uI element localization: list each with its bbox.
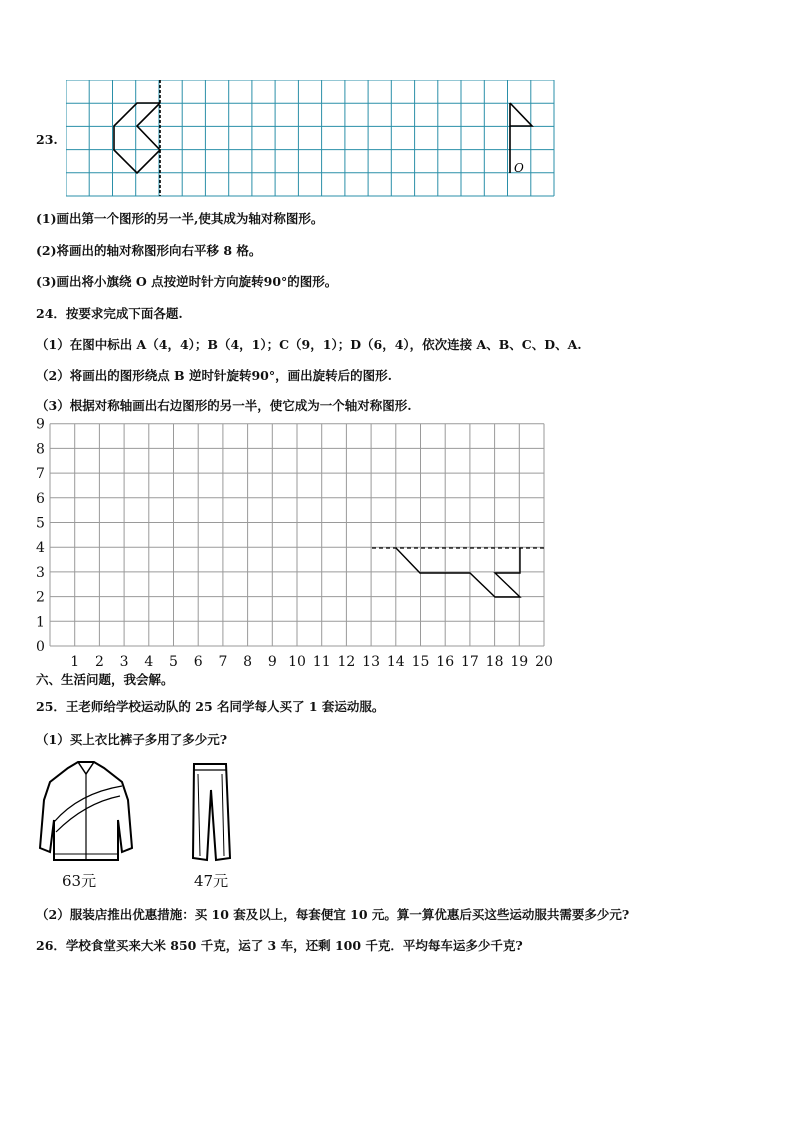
section-6-title: 六、生活问题，我会解。 bbox=[36, 672, 174, 687]
q24-x-tick-label: 13 bbox=[362, 654, 381, 670]
q24-x-tick-label: 14 bbox=[386, 654, 405, 670]
q24-coordinate-grid bbox=[30, 418, 570, 673]
q24-x-tick-label: 2 bbox=[94, 654, 104, 670]
q23-item-2: (2)将画出的轴对称图形向右平移 8 格。 bbox=[36, 243, 262, 258]
q24-x-tick-label: 3 bbox=[119, 654, 129, 670]
half-figure-shape bbox=[114, 103, 160, 173]
q24-x-tick-label: 11 bbox=[312, 654, 331, 670]
q24-x-tick-label: 5 bbox=[169, 654, 178, 670]
q24-x-tick-label: 17 bbox=[460, 654, 479, 670]
q24-y-tick-label: 6 bbox=[36, 490, 45, 507]
q24-x-tick-label: 10 bbox=[288, 654, 306, 670]
q24-y-tick-label: 8 bbox=[36, 441, 45, 458]
q24-y-tick-label: 0 bbox=[36, 639, 45, 655]
q24-y-tick-label: 3 bbox=[36, 564, 45, 581]
q24-y-tick-label: 9 bbox=[36, 418, 45, 433]
jacket-price: 63元 bbox=[62, 872, 97, 890]
pants-price: 47元 bbox=[194, 872, 229, 890]
q23-grid-figure bbox=[66, 80, 556, 198]
q24-y-tick-label: 5 bbox=[36, 515, 45, 532]
q23-item-3: (3)画出将小旗绕 O 点按逆时针方向旋转90°的图形。 bbox=[36, 274, 338, 289]
q24-half-figure bbox=[396, 548, 520, 597]
q24-y-tick-label: 7 bbox=[36, 466, 45, 483]
q24-x-tick-label: 18 bbox=[485, 654, 504, 670]
question-24-title: 24．按要求完成下面各题. bbox=[36, 306, 183, 321]
question-26: 26．学校食堂买来大米 850 千克，运了 3 车，还剩 100 千克．平均每车运多少千克? bbox=[36, 938, 523, 953]
q24-x-tick-label: 20 bbox=[535, 654, 553, 670]
q24-x-tick-label: 8 bbox=[243, 654, 253, 670]
q25-part-2: （2）服装店推出优惠措施：买 10 套及以上，每套便宜 10 元。算一算优惠后买这些运动服共需要多少元? bbox=[36, 907, 630, 922]
q25-part-1: （1）买上衣比裤子多用了多少元? bbox=[36, 732, 228, 747]
point-o-label: O bbox=[514, 161, 524, 175]
q24-x-tick-label: 7 bbox=[218, 654, 228, 670]
q24-x-tick-label: 19 bbox=[510, 654, 529, 670]
q24-item-2: （2）将画出的图形绕点 B 逆时针旋转90°，画出旋转后的图形. bbox=[36, 368, 392, 383]
q24-y-tick-label: 2 bbox=[36, 589, 45, 606]
q24-item-3: （3）根据对称轴画出右边图形的另一半，使它成为一个轴对称图形. bbox=[36, 398, 412, 413]
jacket-illustration bbox=[38, 760, 134, 864]
q24-x-tick-label: 9 bbox=[267, 654, 277, 670]
question-25-title: 25．王老师给学校运动队的 25 名同学每人买了 1 套运动服。 bbox=[36, 699, 385, 714]
q24-x-tick-label: 4 bbox=[144, 654, 154, 670]
q24-x-tick-label: 6 bbox=[193, 654, 203, 670]
q24-y-tick-label: 1 bbox=[36, 614, 45, 631]
pants-illustration bbox=[186, 760, 236, 864]
q23-item-1: (1)画出第一个图形的另一半,使其成为轴对称图形。 bbox=[36, 211, 324, 226]
q24-x-tick-label: 16 bbox=[436, 654, 455, 670]
q24-x-tick-label: 1 bbox=[70, 654, 80, 670]
q24-item-1: （1）在图中标出 A（4，4）；B（4，1）；C（9，1）；D（6，4），依次连接 A、B、C、D、A. bbox=[36, 337, 582, 352]
question-23-number: 23. bbox=[36, 132, 58, 147]
q24-x-tick-label: 12 bbox=[337, 654, 356, 670]
q24-y-tick-label: 4 bbox=[36, 540, 45, 557]
q24-x-tick-label: 15 bbox=[411, 654, 430, 670]
